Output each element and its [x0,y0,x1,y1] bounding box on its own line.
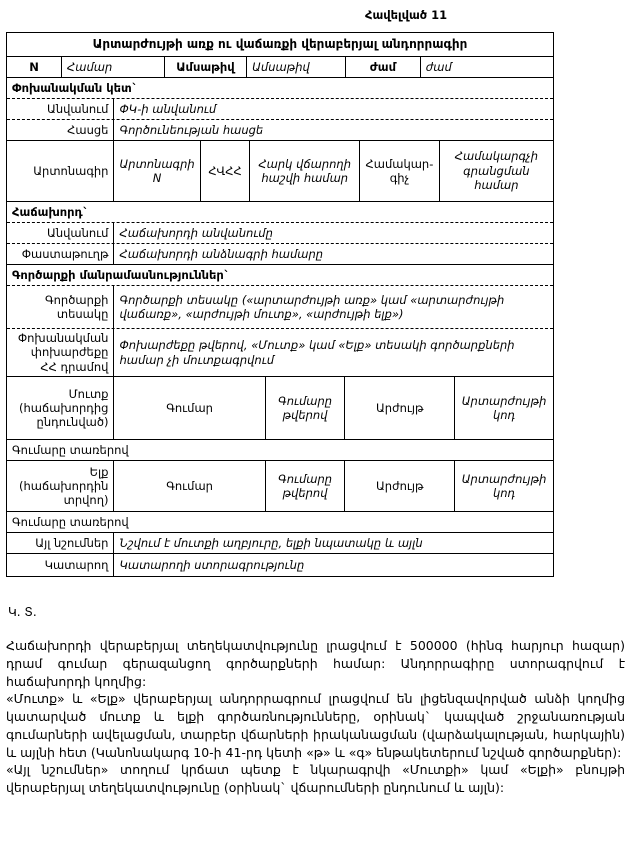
license-label: Արտոնագիր [33,163,109,178]
transaction-section-row [7,265,553,286]
exchange-rate-label: Փոխանակման փոխարժեքը ՀՀ դրամով [17,331,109,374]
other-notes-row [7,533,553,554]
exchange-rate-row [7,329,553,377]
inflow-amount-words-row [7,440,553,461]
outflow-label: Ելք (հաճախորդին տրվող) [19,464,109,508]
customer-name-row [7,223,553,244]
outflow-currency-hint: Արտարժույթի կոդ [454,461,553,511]
customer-name-label: Անվանում [47,225,109,240]
exchange-point-name-label: Անվանում [47,101,109,116]
form-title: Արտարժույթի առք ու վաճառքի վերաբերյալ անդորրագիր [92,37,468,51]
other-notes-label: Այլ նշումներ [35,535,109,550]
customer-section-row [7,202,553,223]
time-hint: ժամ [420,57,553,77]
tin-label: ՀՎՀՀ [200,141,250,201]
date-hint: Ամսաթիվ [246,57,345,77]
outflow-amount-hint: Գումարը թվերով [265,461,345,511]
inflow-amount-label: Գումար [113,377,264,439]
exchange-point-section-title: Փոխանակման կետ` [12,80,138,95]
inflow-currency-label: Արժույթ [344,377,454,439]
outflow-row [7,461,553,512]
transaction-type-label: Գործարքի տեսակը [44,292,109,321]
customer-name-hint: Հաճախորդի անվանումը [113,223,553,243]
outflow-amount-label: Գումար [113,461,264,511]
inflow-row [7,377,553,440]
inflow-amount-words-label: Գումարը տառերով [12,442,129,457]
footnote-paragraph-3: «Այլ նշումներ» տողում կրճատ պետք է նկարագրվի «Մուտքի» կամ «Ելքի» բնույթի վերաբերյալ տեղեկատվությունը (օրինակ` վճարումների ընդունում և այլն): [6,762,625,796]
number-date-time-row [7,57,553,78]
exchange-rate-hint: Փոխարժեքը թվերով, «Մուտք» կամ «Ելք» տեսակի գործարքների համար չի մուտքագրվում [113,329,553,376]
inflow-amount-hint: Գումարը թվերով [265,377,345,439]
footnotes [6,637,625,797]
seal-placeholder: Կ. Տ. [8,605,37,620]
appendix-label: Հավելված 11 [365,8,448,22]
computer-hint: Համակարգչի գրանցման համար [439,141,553,201]
exchange-point-name-hint: ՓԿ-ի անվանում [113,99,553,119]
inflow-label: Մուտք (հաճախորդից ընդունված) [19,386,109,430]
license-number-hint: Արտոնագրի N [113,141,199,201]
exchange-point-name-row [7,99,553,120]
license-row [7,141,553,202]
executor-label: Կատարող [44,557,109,572]
outflow-amount-words-row [7,512,553,533]
exchange-point-address-hint: Գործունեության հասցե [113,120,553,140]
receipt-form-table [6,32,554,577]
number-label: N [29,59,39,74]
customer-document-label: Փաստաթուղթ [21,246,109,261]
transaction-section-title: Գործարքի մանրամասնություններ` [12,267,230,282]
customer-section-title: Հաճախորդ` [12,204,89,219]
footnote-paragraph-1: Հաճախորդի վերաբերյալ տեղեկատվությունը լրացվում է 500000 (հինգ հարյուր հազար) դրամ գումար գերազանցող գործարքների համար: Անդորրագիրը ստորագրվում է հաճախորդի կողմից: [6,638,625,689]
time-label: ժամ [345,57,420,77]
computer-label: Համակար-գիչ [359,141,439,201]
customer-document-hint: Հաճախորդի անձնագրի համարը [113,244,553,264]
outflow-amount-words-label: Գումարը տառերով [12,514,129,529]
exchange-point-address-row [7,120,553,141]
exchange-point-address-label: Հասցե [67,122,109,137]
inflow-currency-hint: Արտարժույթի կոդ [454,377,553,439]
tin-hint: Հարկ վճարողի հաշվի համար [249,141,359,201]
number-hint: Համար [61,57,164,77]
outflow-currency-label: Արժույթ [344,461,454,511]
transaction-type-row [7,286,553,329]
date-label: Ամսաթիվ [164,57,246,77]
form-title-row [7,33,553,57]
executor-row [7,554,553,576]
exchange-point-section-row [7,78,553,99]
other-notes-hint: Նշվում է մուտքի աղբյուրը, ելքի նպատակը և այլն [113,533,553,553]
executor-hint: Կատարողի ստորագրությունը [113,554,553,576]
transaction-type-hint: Գործարքի տեսակը («արտարժույթի առք» կամ «արտարժույթի վաճառք», «արժույթի մուտք», «արժույթի ելք») [113,286,553,328]
customer-document-row [7,244,553,265]
footnote-paragraph-2: «Մուտք» և «Ելք» վերաբերյալ անդորրագրում լրացվում են լիցենզավորված անձի կողմից կատարված մուտք և ելքի գործառնությունները, օրինակ` կապված շրջանառության գումարների ավելացման, տարբեր վճարների իրականացման (վարձակալության, հարկային) և այլնի հետ (Կանոնակարգ 10-ի 41-րդ կետի «թ» և «գ» ենթակետերում նշված գործարքներ): [6,691,625,760]
